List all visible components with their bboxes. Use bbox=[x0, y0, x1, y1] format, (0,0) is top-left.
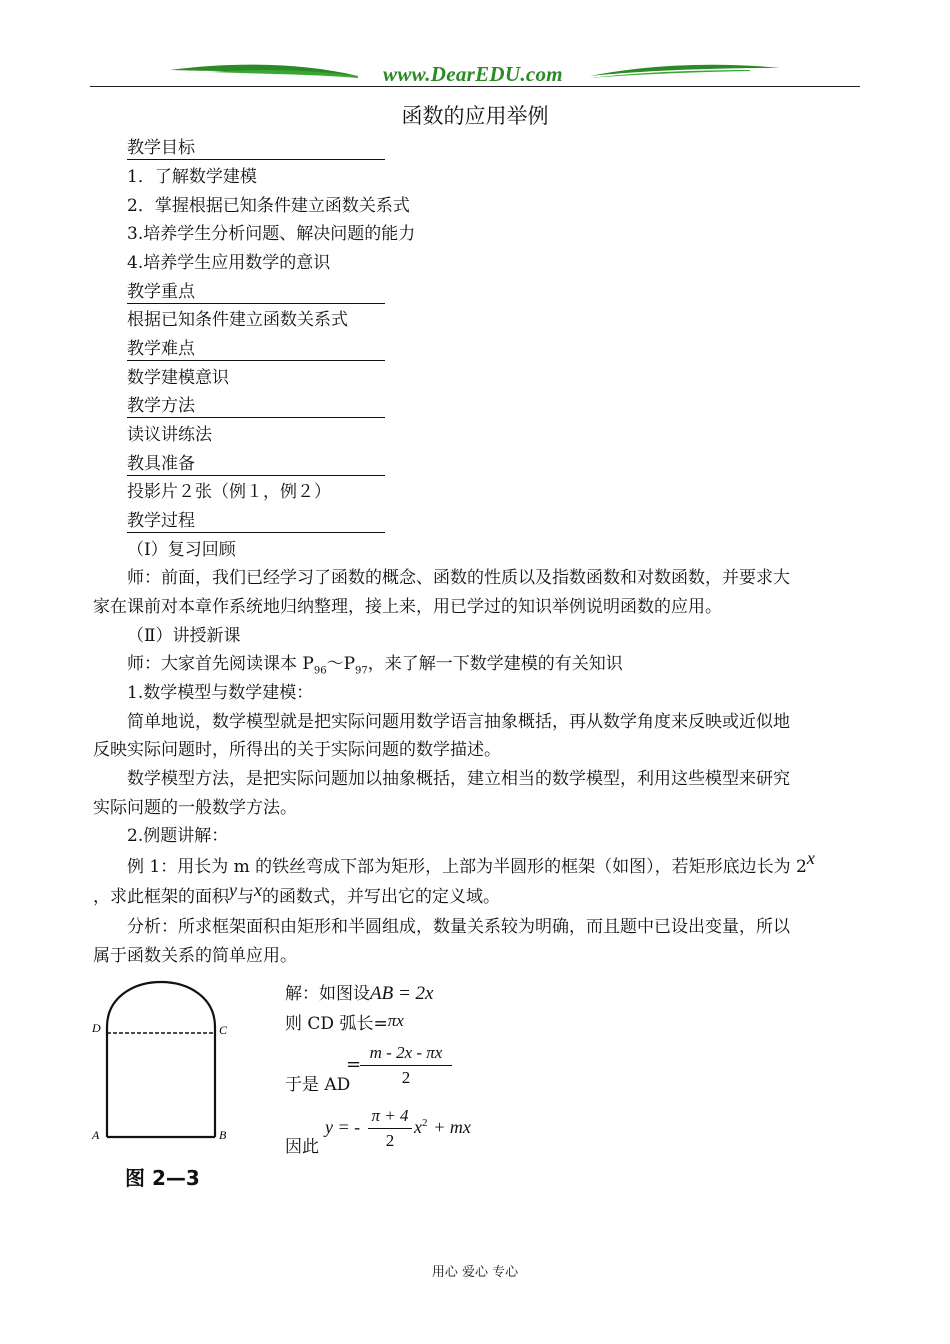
tools-text: 投影片２张（例１，例２） bbox=[127, 482, 331, 502]
figure-label-c: C bbox=[219, 1023, 228, 1037]
page-footer: 用心 爱心 专心 bbox=[431, 1265, 519, 1280]
example-1-line-2: ，求此框架的面积y与x的函数式，并写出它的定义域。 bbox=[93, 880, 500, 907]
process-heading: 教学过程 bbox=[127, 510, 385, 533]
figure-caption: 图 2—3 bbox=[125, 1166, 200, 1190]
section-2-title: 2.例题讲解： bbox=[127, 826, 229, 846]
goals-heading: 教学目标 bbox=[127, 137, 385, 160]
goal-item-2: 2．掌握根据已知条件建立函数关系式 bbox=[127, 196, 410, 216]
solution-line-3-label: 于是 AD bbox=[285, 1075, 351, 1095]
fraction-denominator: 2 bbox=[401, 1068, 411, 1087]
goal-item-1: 1．了解数学建模 bbox=[127, 167, 257, 187]
solution-line-3-fraction bbox=[360, 1043, 452, 1088]
header-divider bbox=[90, 86, 860, 87]
fraction-numerator: m - 2x - πx bbox=[360, 1043, 452, 1066]
method-text: 读议讲练法 bbox=[127, 425, 212, 445]
figure-label-b: B bbox=[219, 1128, 227, 1142]
goal-item-4: 4.培养学生应用数学的意识 bbox=[127, 253, 331, 273]
difficulty-text: 数学建模意识 bbox=[127, 368, 229, 388]
goal-item-3: 3.培养学生分析问题、解决问题的能力 bbox=[127, 224, 416, 244]
review-title: （I）复习回顾 bbox=[127, 540, 236, 560]
fraction-denominator: 2 bbox=[385, 1131, 395, 1150]
analysis-line-1: 分析：所求框架面积由矩形和半圆组成，数量关系较为明确，而且题中已设出变量，所以 bbox=[127, 917, 790, 937]
new-lesson-paragraph: 师：大家首先阅读课本 $P_{96}\sim P_{97}$，来了解一下数学建模的有关知识 bbox=[127, 654, 623, 677]
solution-line-1: 解：如图设AB = 2x bbox=[285, 983, 434, 1004]
frame-figure bbox=[88, 975, 248, 1150]
analysis-line-2: 属于函数关系的简单应用。 bbox=[93, 946, 297, 966]
solution-line-2: 则 CD 弧长=πx bbox=[285, 1011, 404, 1034]
solution-line-4-tail: $x^2$ + mx bbox=[414, 1117, 471, 1137]
solution-line-4-lhs: y = - bbox=[325, 1117, 361, 1137]
solution-line-4-label: 因此 bbox=[285, 1137, 319, 1157]
section-1-p2-line-2: 实际问题的一般数学方法。 bbox=[93, 798, 297, 818]
new-lesson-title: （Ⅱ）讲授新课 bbox=[127, 626, 241, 646]
figure-label-d: D bbox=[92, 1021, 101, 1035]
figure-label-a: A bbox=[92, 1128, 100, 1142]
document-title: 函数的应用举例 bbox=[401, 104, 549, 128]
key-text: 根据已知条件建立函数关系式 bbox=[127, 310, 348, 330]
tools-heading: 教具准备 bbox=[127, 453, 385, 476]
solution-line-4-fraction bbox=[368, 1106, 412, 1151]
section-1-p1-line-2: 反映实际问题时，所得出的关于实际问题的数学描述。 bbox=[93, 740, 501, 760]
example-1-line-1: 例 1：用长为 m 的铁丝弯成下部为矩形，上部为半圆形的框架（如图），若矩形底边长为 2x bbox=[127, 848, 815, 877]
review-paragraph-line-1: 师：前面，我们已经学习了函数的概念、函数的性质以及指数函数和对数函数，并要求大 bbox=[127, 568, 790, 588]
fraction-numerator: π + 4 bbox=[368, 1106, 412, 1129]
section-1-p2-line-1: 数学模型方法，是把实际问题加以抽象概括，建立相当的数学模型，利用这些模型来研究 bbox=[127, 769, 790, 789]
key-heading: 教学重点 bbox=[127, 281, 385, 304]
difficulty-heading: 教学难点 bbox=[127, 338, 385, 361]
review-paragraph-line-2: 家在课前对本章作系统地归纳整理，接上来，用已学过的知识举例说明函数的应用。 bbox=[93, 597, 722, 617]
section-1-title: 1.数学模型与数学建模： bbox=[127, 683, 314, 703]
method-heading: 教学方法 bbox=[127, 395, 385, 418]
solution-line-3-equals: = bbox=[346, 1054, 362, 1075]
section-1-p1-line-1: 简单地说，数学模型就是把实际问题用数学语言抽象概括，再从数学角度来反映或近似地 bbox=[127, 712, 790, 732]
header-logo-text[interactable]: www.DearEDU.com bbox=[383, 62, 563, 86]
